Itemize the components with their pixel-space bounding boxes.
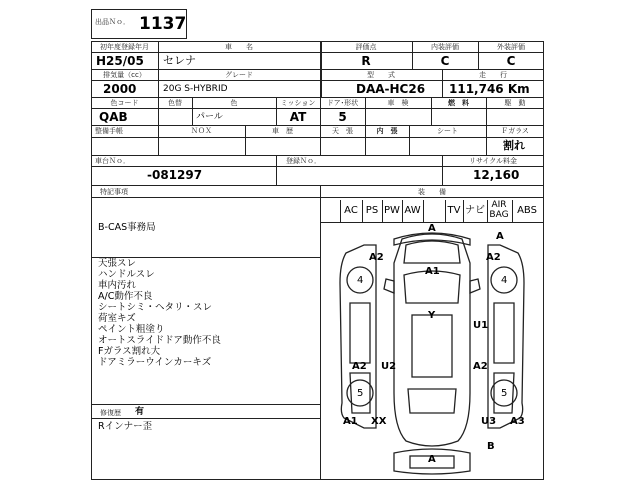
interior-item-label: 内 張 bbox=[376, 127, 398, 135]
color-label: 色 bbox=[230, 99, 238, 107]
damage-mark: A3 bbox=[510, 416, 525, 427]
interior-label: 内装評価 bbox=[431, 43, 459, 51]
damage-mark: Y bbox=[428, 310, 436, 321]
damage-mark: A1 bbox=[343, 416, 358, 427]
equip-ps: PS bbox=[365, 205, 379, 216]
capacity-label: 車 検 bbox=[387, 99, 409, 107]
list-item: Fガラス割れ大 bbox=[98, 346, 161, 357]
repair-label: 修復歴 bbox=[100, 409, 121, 417]
car-name-value: セレナ bbox=[163, 54, 196, 67]
list-item: 車内汚れ bbox=[98, 280, 137, 291]
damage-mark: A2 bbox=[473, 361, 488, 372]
mission-label: ミッション bbox=[280, 99, 316, 107]
manual-label: 整備手帳 bbox=[95, 127, 123, 135]
recycle-value: 12,160 bbox=[473, 168, 520, 182]
first-reg-label: 初年度登録年月 bbox=[100, 43, 149, 51]
damage-mark: 4 bbox=[357, 275, 364, 286]
damage-mark: XX bbox=[371, 416, 387, 427]
exterior-label: 外装評価 bbox=[497, 43, 525, 51]
score-value: R bbox=[361, 54, 371, 68]
damage-mark: 4 bbox=[501, 275, 508, 286]
mission-value: AT bbox=[289, 110, 307, 124]
damage-mark: U3 bbox=[481, 416, 497, 427]
interior-value: C bbox=[440, 54, 450, 68]
glass-label: Ｆガラス bbox=[501, 127, 529, 135]
doors-value: 5 bbox=[338, 110, 347, 124]
color-code-value: QAB bbox=[99, 110, 128, 124]
list-item: 天張スレ bbox=[98, 258, 137, 269]
damage-mark: U2 bbox=[381, 361, 397, 372]
car-name-label: 車 名 bbox=[225, 43, 253, 51]
damage-mark: A2 bbox=[369, 252, 384, 263]
color-value: パール bbox=[196, 112, 223, 122]
repair-detail: Rインナー歪 bbox=[98, 421, 153, 432]
displacement-label: 排気量（cc） bbox=[103, 71, 146, 79]
list-item: シートシミ・ヘタリ・スレ bbox=[98, 302, 213, 313]
sunroof-label: 天 張 bbox=[332, 127, 353, 135]
bcas-note: B-CAS事務局 bbox=[98, 222, 156, 233]
damage-mark: 5 bbox=[357, 388, 364, 399]
grade-label: グレード bbox=[225, 71, 253, 79]
lot-label: 出品Ｎｏ． bbox=[95, 18, 130, 26]
fuel-label: 燃 料 bbox=[448, 99, 469, 107]
list-item: 荷室キズ bbox=[98, 313, 136, 324]
grade-value: 20G S-HYBRID bbox=[163, 84, 228, 94]
list-item: ドアミラーウインカーキズ bbox=[98, 357, 212, 368]
car-damage-diagram bbox=[320, 223, 544, 480]
repair-value: 有 bbox=[135, 407, 145, 417]
list-item: ハンドルスレ bbox=[98, 269, 155, 280]
damage-mark: A2 bbox=[486, 252, 501, 263]
displacement-value: 2000 bbox=[103, 82, 137, 96]
model-label: 型 式 bbox=[367, 71, 395, 79]
mileage-value: 111,746 Km bbox=[449, 82, 530, 96]
equip-navi: ナビ bbox=[465, 205, 485, 216]
damage-mark: U1 bbox=[473, 320, 489, 331]
color-code-label: 色コード bbox=[110, 99, 139, 107]
chassis-value: -081297 bbox=[147, 168, 203, 182]
chassis-label: 車台Ｎｏ． bbox=[95, 157, 130, 165]
equip-aw: AW bbox=[404, 205, 421, 216]
equipment-row bbox=[340, 200, 544, 222]
damage-mark: 5 bbox=[501, 388, 508, 399]
list-item: ペイント粗塗り bbox=[98, 324, 165, 335]
notes-header: 特記事項 bbox=[100, 188, 128, 196]
lot-number: 1137 bbox=[139, 14, 187, 34]
damage-mark: A1 bbox=[425, 266, 440, 277]
equipment-header: 装 備 bbox=[418, 188, 446, 196]
mileage-label: 走 行 bbox=[479, 71, 507, 79]
history-label: 車 歴 bbox=[272, 127, 293, 135]
nox-label: ＮＯＸ bbox=[191, 127, 212, 135]
recycle-label: リサイクル料金 bbox=[468, 157, 518, 165]
exterior-value: C bbox=[506, 54, 516, 68]
equip-tv: TV bbox=[447, 205, 461, 216]
equip-ac: AC bbox=[344, 205, 358, 216]
damage-mark: B bbox=[487, 441, 495, 452]
model-value: DAA-HC26 bbox=[356, 82, 426, 96]
equip-pw: PW bbox=[384, 205, 400, 216]
reg-label: 登録Ｎｏ． bbox=[286, 157, 321, 165]
list-item: A/C動作不良 bbox=[98, 291, 153, 302]
color-swap-label: 色替 bbox=[168, 99, 182, 107]
equip-abs: ABS bbox=[517, 205, 537, 216]
equip-airbag: AIR BAG bbox=[489, 200, 509, 220]
damage-mark: A bbox=[496, 231, 504, 242]
score-label: 評価点 bbox=[355, 43, 377, 51]
list-item: オートスライドドア動作不良 bbox=[98, 335, 221, 346]
sheet-label: シート bbox=[437, 127, 458, 135]
glass-value: 割れ bbox=[503, 139, 525, 152]
doors-label: ドア･形状 bbox=[326, 99, 359, 107]
drive-label: 駆 動 bbox=[504, 99, 526, 107]
first-reg-value: H25/05 bbox=[96, 54, 144, 68]
damage-mark: A bbox=[428, 454, 436, 465]
damage-mark: A2 bbox=[352, 361, 367, 372]
damage-mark: A bbox=[428, 223, 436, 234]
